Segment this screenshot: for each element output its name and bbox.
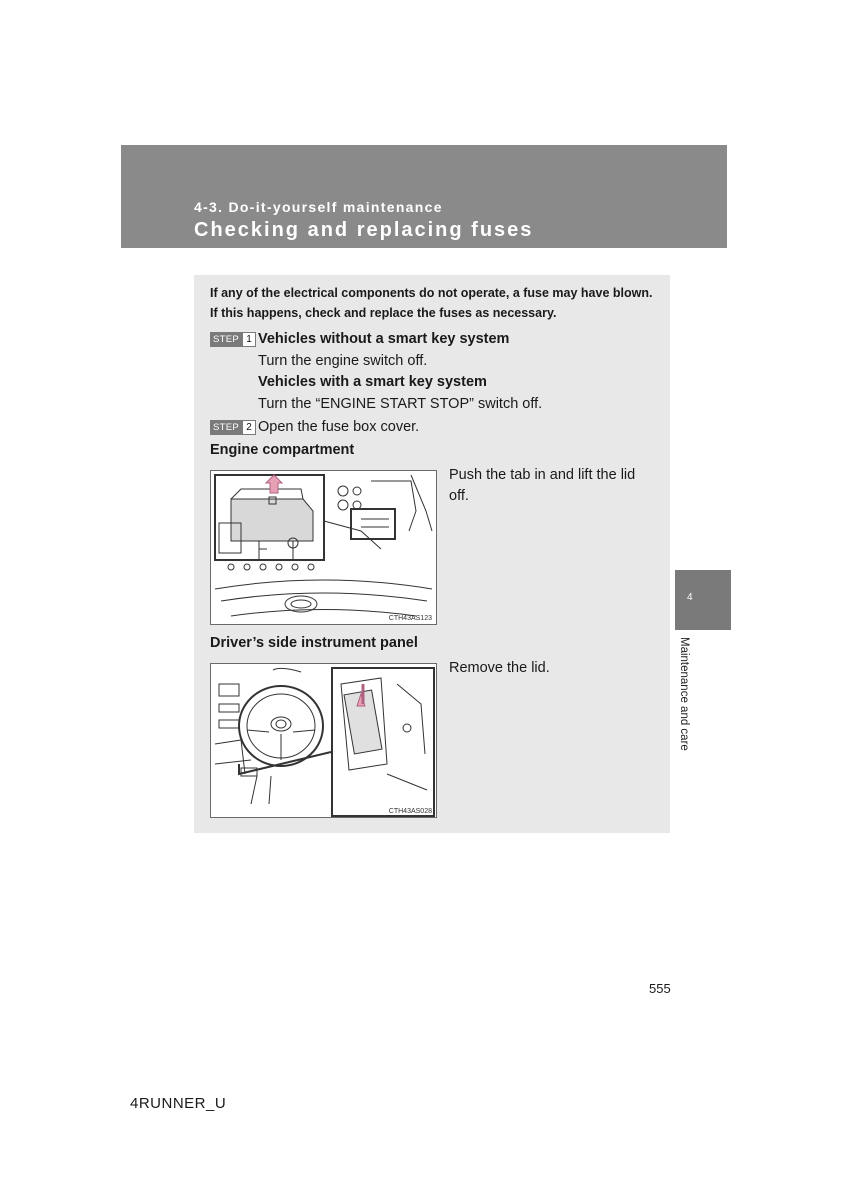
step-2-text: Open the fuse box cover. xyxy=(258,419,420,435)
driver-heading: Driver’s side instrument panel xyxy=(210,635,418,651)
engine-compartment-figure xyxy=(210,470,437,625)
chapter-label xyxy=(676,635,704,770)
step-1-heading-b: Vehicles with a smart key system xyxy=(258,374,487,390)
intro-text: If any of the electrical components do not operate, a fuse may have blown. If this happens, check and replace the fuses as necessary. xyxy=(210,286,653,320)
page-title: Checking and replacing fuses xyxy=(194,219,534,241)
content-box xyxy=(194,275,670,833)
step-1-heading-a: Vehicles without a smart key system xyxy=(258,331,510,347)
engine-illustration xyxy=(211,471,436,624)
step-1-text-a: Turn the engine switch off. xyxy=(258,353,428,369)
chapter-tab[interactable] xyxy=(675,570,731,630)
step-word: STEP xyxy=(210,420,242,435)
figure-code: CTH43AS123 xyxy=(388,615,432,622)
chapter-label-text: Maintenance and care xyxy=(678,637,690,751)
step-2-badge xyxy=(210,420,256,435)
step-1-badge xyxy=(210,332,256,347)
step-word: STEP xyxy=(210,332,242,347)
page-number: 555 xyxy=(649,981,671,996)
chapter-number: 4 xyxy=(687,592,693,603)
instrument-panel-illustration xyxy=(211,664,436,817)
step-number: 2 xyxy=(242,420,256,435)
header-band xyxy=(121,145,727,248)
step-1-text-b: Turn the “ENGINE START STOP” switch off. xyxy=(258,396,543,412)
engine-description: Push the tab in and lift the lid off. xyxy=(449,467,636,504)
step-number: 1 xyxy=(242,332,256,347)
driver-description: Remove the lid. xyxy=(449,660,550,676)
figure-code: CTH43AS028 xyxy=(388,808,432,815)
section-number: 4-3. Do-it-yourself maintenance xyxy=(194,199,443,215)
engine-heading: Engine compartment xyxy=(210,442,355,458)
footer-code: 4RUNNER_U xyxy=(130,1095,227,1112)
instrument-panel-figure xyxy=(210,663,437,818)
